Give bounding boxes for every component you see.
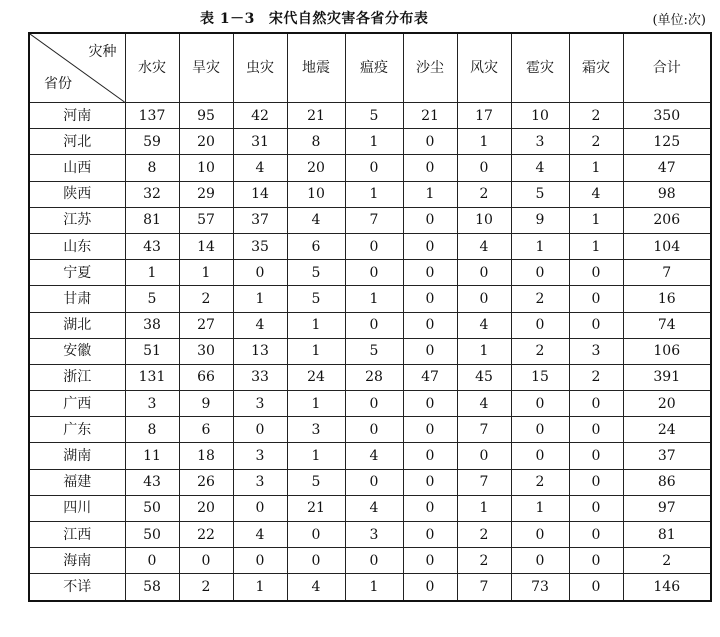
value-cell: 4 (287, 207, 345, 233)
value-cell: 4 (457, 233, 511, 259)
value-cell: 59 (125, 129, 179, 155)
value-cell: 0 (403, 574, 457, 601)
column-header: 雹灾 (511, 33, 569, 103)
table-row (29, 207, 711, 233)
corner-header-cell (29, 33, 125, 103)
value-cell: 391 (623, 364, 711, 390)
value-cell: 7 (457, 574, 511, 601)
value-cell: 5 (287, 286, 345, 312)
table-row (29, 417, 711, 443)
value-cell: 4 (287, 574, 345, 601)
value-cell: 131 (125, 364, 179, 390)
table-number: 表 1－3 (200, 11, 255, 27)
value-cell: 0 (233, 417, 287, 443)
value-cell: 0 (569, 548, 623, 574)
header-row (29, 33, 711, 103)
table-row (29, 364, 711, 390)
value-cell: 2 (511, 469, 569, 495)
value-cell: 15 (511, 364, 569, 390)
column-header: 沙尘 (403, 33, 457, 103)
value-cell: 0 (569, 443, 623, 469)
value-cell: 1 (287, 312, 345, 338)
province-cell: 江西 (29, 522, 125, 548)
value-cell: 0 (457, 260, 511, 286)
value-cell: 50 (125, 522, 179, 548)
value-cell: 0 (511, 443, 569, 469)
value-cell: 5 (345, 338, 403, 364)
value-cell: 350 (623, 103, 711, 129)
table-row (29, 338, 711, 364)
value-cell: 0 (569, 495, 623, 521)
value-cell: 6 (179, 417, 233, 443)
value-cell: 81 (125, 207, 179, 233)
value-cell: 0 (403, 338, 457, 364)
value-cell: 21 (287, 103, 345, 129)
value-cell: 0 (233, 548, 287, 574)
value-cell: 0 (457, 286, 511, 312)
corner-label-disaster-type: 灾种 (88, 44, 117, 60)
value-cell: 0 (403, 129, 457, 155)
value-cell: 2 (179, 574, 233, 601)
value-cell: 0 (345, 312, 403, 338)
column-header: 虫灾 (233, 33, 287, 103)
column-header: 霜灾 (569, 33, 623, 103)
province-cell: 宁夏 (29, 260, 125, 286)
value-cell: 0 (403, 548, 457, 574)
value-cell: 7 (345, 207, 403, 233)
value-cell: 2 (179, 286, 233, 312)
value-cell: 0 (511, 522, 569, 548)
value-cell: 0 (345, 391, 403, 417)
value-cell: 0 (511, 548, 569, 574)
value-cell: 33 (233, 364, 287, 390)
value-cell: 0 (511, 417, 569, 443)
value-cell: 3 (569, 338, 623, 364)
value-cell: 0 (457, 155, 511, 181)
value-cell: 58 (125, 574, 179, 601)
value-cell: 0 (403, 155, 457, 181)
value-cell: 0 (125, 548, 179, 574)
value-cell: 20 (179, 495, 233, 521)
table-row (29, 548, 711, 574)
value-cell: 0 (345, 260, 403, 286)
value-cell: 4 (457, 391, 511, 417)
value-cell: 1 (233, 286, 287, 312)
value-cell: 2 (511, 286, 569, 312)
value-cell: 42 (233, 103, 287, 129)
value-cell: 28 (345, 364, 403, 390)
value-cell: 8 (125, 155, 179, 181)
value-cell: 20 (623, 391, 711, 417)
value-cell: 2 (623, 548, 711, 574)
table-row (29, 495, 711, 521)
value-cell: 22 (179, 522, 233, 548)
value-cell: 32 (125, 181, 179, 207)
province-cell: 河南 (29, 103, 125, 129)
value-cell: 66 (179, 364, 233, 390)
table-row (29, 155, 711, 181)
table-row (29, 391, 711, 417)
column-header: 瘟疫 (345, 33, 403, 103)
value-cell: 0 (287, 548, 345, 574)
value-cell: 146 (623, 574, 711, 601)
value-cell: 3 (233, 469, 287, 495)
value-cell: 1 (345, 181, 403, 207)
value-cell: 37 (623, 443, 711, 469)
value-cell: 5 (511, 181, 569, 207)
value-cell: 50 (125, 495, 179, 521)
value-cell: 2 (457, 522, 511, 548)
value-cell: 11 (125, 443, 179, 469)
value-cell: 6 (287, 233, 345, 259)
value-cell: 97 (623, 495, 711, 521)
value-cell: 1 (287, 391, 345, 417)
value-cell: 3 (233, 391, 287, 417)
value-cell: 20 (287, 155, 345, 181)
table-unit: (单位:次) (652, 13, 706, 28)
table-body (29, 103, 711, 601)
value-cell: 43 (125, 469, 179, 495)
province-cell: 广西 (29, 391, 125, 417)
province-cell: 安徽 (29, 338, 125, 364)
value-cell: 1 (287, 338, 345, 364)
value-cell: 1 (511, 495, 569, 521)
value-cell: 0 (345, 233, 403, 259)
value-cell: 3 (345, 522, 403, 548)
value-cell: 2 (511, 338, 569, 364)
value-cell: 26 (179, 469, 233, 495)
value-cell: 1 (179, 260, 233, 286)
value-cell: 4 (233, 312, 287, 338)
value-cell: 4 (511, 155, 569, 181)
table-row (29, 286, 711, 312)
value-cell: 3 (287, 417, 345, 443)
value-cell: 137 (125, 103, 179, 129)
value-cell: 0 (403, 417, 457, 443)
value-cell: 0 (345, 417, 403, 443)
value-cell: 0 (403, 443, 457, 469)
value-cell: 74 (623, 312, 711, 338)
value-cell: 1 (457, 129, 511, 155)
value-cell: 73 (511, 574, 569, 601)
value-cell: 0 (569, 286, 623, 312)
value-cell: 0 (403, 260, 457, 286)
value-cell: 5 (287, 260, 345, 286)
value-cell: 0 (403, 391, 457, 417)
province-cell: 湖北 (29, 312, 125, 338)
province-cell: 江苏 (29, 207, 125, 233)
table-row (29, 260, 711, 286)
value-cell: 21 (287, 495, 345, 521)
disaster-distribution-table (28, 32, 712, 602)
value-cell: 2 (457, 181, 511, 207)
value-cell: 47 (403, 364, 457, 390)
province-cell: 河北 (29, 129, 125, 155)
column-header: 旱灾 (179, 33, 233, 103)
value-cell: 2 (569, 364, 623, 390)
value-cell: 0 (233, 260, 287, 286)
value-cell: 1 (125, 260, 179, 286)
value-cell: 0 (569, 260, 623, 286)
value-cell: 1 (345, 574, 403, 601)
column-header: 水灾 (125, 33, 179, 103)
value-cell: 0 (345, 469, 403, 495)
value-cell: 24 (623, 417, 711, 443)
table-row (29, 312, 711, 338)
table-caption (0, 6, 720, 28)
value-cell: 27 (179, 312, 233, 338)
value-cell: 0 (403, 469, 457, 495)
value-cell: 0 (511, 391, 569, 417)
table-title: 宋代自然灾害各省分布表 (268, 11, 429, 27)
value-cell: 47 (623, 155, 711, 181)
province-cell: 甘肃 (29, 286, 125, 312)
value-cell: 20 (179, 129, 233, 155)
value-cell: 4 (345, 495, 403, 521)
province-cell: 不详 (29, 574, 125, 601)
value-cell: 0 (403, 207, 457, 233)
province-cell: 浙江 (29, 364, 125, 390)
value-cell: 0 (569, 469, 623, 495)
value-cell: 21 (403, 103, 457, 129)
value-cell: 31 (233, 129, 287, 155)
province-cell: 陕西 (29, 181, 125, 207)
value-cell: 51 (125, 338, 179, 364)
value-cell: 10 (457, 207, 511, 233)
table-row (29, 443, 711, 469)
value-cell: 0 (287, 522, 345, 548)
value-cell: 18 (179, 443, 233, 469)
province-cell: 山东 (29, 233, 125, 259)
value-cell: 86 (623, 469, 711, 495)
province-cell: 湖南 (29, 443, 125, 469)
value-cell: 7 (457, 469, 511, 495)
value-cell: 0 (179, 548, 233, 574)
value-cell: 0 (403, 522, 457, 548)
value-cell: 104 (623, 233, 711, 259)
value-cell: 0 (403, 286, 457, 312)
value-cell: 0 (403, 495, 457, 521)
value-cell: 13 (233, 338, 287, 364)
value-cell: 57 (179, 207, 233, 233)
value-cell: 43 (125, 233, 179, 259)
province-cell: 福建 (29, 469, 125, 495)
value-cell: 1 (569, 207, 623, 233)
province-cell: 四川 (29, 495, 125, 521)
table-row (29, 574, 711, 601)
value-cell: 8 (287, 129, 345, 155)
value-cell: 3 (511, 129, 569, 155)
value-cell: 0 (569, 312, 623, 338)
value-cell: 10 (511, 103, 569, 129)
value-cell: 206 (623, 207, 711, 233)
value-cell: 1 (403, 181, 457, 207)
value-cell: 2 (569, 103, 623, 129)
value-cell: 4 (569, 181, 623, 207)
table-title-line (200, 8, 428, 28)
value-cell: 0 (345, 155, 403, 181)
value-cell: 0 (457, 443, 511, 469)
column-header: 风灾 (457, 33, 511, 103)
value-cell: 98 (623, 181, 711, 207)
value-cell: 0 (511, 260, 569, 286)
value-cell: 1 (345, 286, 403, 312)
value-cell: 9 (511, 207, 569, 233)
value-cell: 4 (345, 443, 403, 469)
value-cell: 3 (233, 443, 287, 469)
value-cell: 37 (233, 207, 287, 233)
value-cell: 38 (125, 312, 179, 338)
value-cell: 4 (233, 522, 287, 548)
value-cell: 0 (569, 417, 623, 443)
value-cell: 10 (287, 181, 345, 207)
value-cell: 5 (125, 286, 179, 312)
value-cell: 1 (457, 495, 511, 521)
value-cell: 2 (569, 129, 623, 155)
value-cell: 4 (457, 312, 511, 338)
province-cell: 海南 (29, 548, 125, 574)
value-cell: 16 (623, 286, 711, 312)
value-cell: 35 (233, 233, 287, 259)
province-cell: 山西 (29, 155, 125, 181)
value-cell: 9 (179, 391, 233, 417)
value-cell: 0 (511, 312, 569, 338)
value-cell: 0 (569, 522, 623, 548)
value-cell: 1 (511, 233, 569, 259)
value-cell: 14 (179, 233, 233, 259)
value-cell: 0 (403, 312, 457, 338)
table-row (29, 233, 711, 259)
value-cell: 0 (233, 495, 287, 521)
value-cell: 1 (345, 129, 403, 155)
table-row (29, 181, 711, 207)
value-cell: 14 (233, 181, 287, 207)
value-cell: 5 (345, 103, 403, 129)
value-cell: 17 (457, 103, 511, 129)
value-cell: 10 (179, 155, 233, 181)
value-cell: 0 (345, 548, 403, 574)
value-cell: 81 (623, 522, 711, 548)
value-cell: 4 (233, 155, 287, 181)
value-cell: 0 (569, 391, 623, 417)
value-cell: 5 (287, 469, 345, 495)
table-row (29, 103, 711, 129)
value-cell: 1 (287, 443, 345, 469)
value-cell: 7 (457, 417, 511, 443)
value-cell: 0 (569, 574, 623, 601)
value-cell: 8 (125, 417, 179, 443)
column-header: 地震 (287, 33, 345, 103)
table-row (29, 129, 711, 155)
value-cell: 106 (623, 338, 711, 364)
table-row (29, 522, 711, 548)
value-cell: 0 (403, 233, 457, 259)
value-cell: 1 (457, 338, 511, 364)
corner-label-province: 省份 (44, 76, 72, 92)
value-cell: 1 (569, 233, 623, 259)
value-cell: 30 (179, 338, 233, 364)
value-cell: 125 (623, 129, 711, 155)
value-cell: 7 (623, 260, 711, 286)
value-cell: 24 (287, 364, 345, 390)
value-cell: 95 (179, 103, 233, 129)
value-cell: 1 (233, 574, 287, 601)
column-header: 合计 (623, 33, 711, 103)
value-cell: 1 (569, 155, 623, 181)
province-cell: 广东 (29, 417, 125, 443)
value-cell: 45 (457, 364, 511, 390)
table-row (29, 469, 711, 495)
value-cell: 2 (457, 548, 511, 574)
value-cell: 29 (179, 181, 233, 207)
value-cell: 3 (125, 391, 179, 417)
